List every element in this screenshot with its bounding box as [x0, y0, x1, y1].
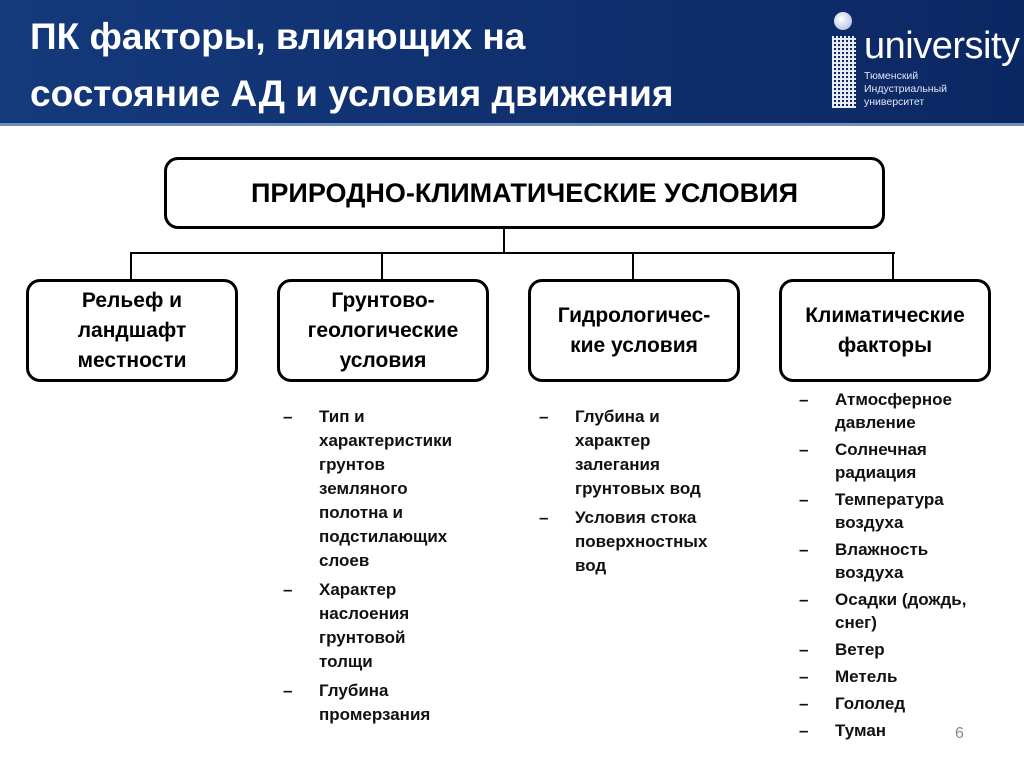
connector	[130, 252, 132, 280]
list-item-line: земляного	[319, 479, 408, 498]
slide-header	[0, 0, 1024, 126]
dash-bullet: –	[799, 640, 809, 659]
list-item-line: Глубина и	[575, 407, 660, 426]
list-item-line: Осадки (дождь,	[835, 590, 967, 609]
list-item-line: характеристики	[319, 431, 453, 450]
list-item-line: Ветер	[835, 640, 885, 659]
list-item-line: воздуха	[835, 563, 904, 582]
list-item	[799, 665, 966, 688]
dash-bullet: –	[283, 580, 293, 599]
list-item-line: Атмосферное	[835, 390, 952, 409]
dash-bullet: –	[799, 590, 809, 609]
dash-bullet: –	[799, 721, 809, 740]
branch-label-line: кие условия	[570, 333, 698, 357]
list-item-line: слоев	[319, 551, 370, 570]
list-item	[799, 692, 966, 715]
branch-label-line: местности	[77, 348, 187, 372]
list-item-line: Гололед	[835, 694, 906, 713]
branch-label-line: Гидрологичес-	[557, 303, 711, 327]
list-item-line: характер	[575, 431, 651, 450]
list-item-line: Условия стока	[575, 508, 697, 527]
list-item-line: грунтовых вод	[575, 479, 701, 498]
factor-list	[283, 405, 452, 732]
logo-sub-line: Индустриальный	[864, 83, 948, 95]
logo-subtitle	[864, 70, 947, 109]
list-item-line: радиация	[835, 463, 917, 482]
dash-bullet: –	[799, 440, 809, 459]
branch-box	[277, 279, 489, 382]
title-line-1: ПК факторы, влияющих на	[30, 16, 526, 57]
list-item	[799, 538, 966, 584]
list-item-line: залегания	[575, 455, 660, 474]
list-item	[283, 405, 452, 573]
list-item-line: Метель	[835, 667, 898, 686]
root-box: ПРИРОДНО-КЛИМАТИЧЕСКИЕ УСЛОВИЯ	[164, 157, 885, 229]
dash-bullet: –	[283, 681, 293, 700]
globe-icon	[834, 12, 852, 30]
list-item-line: поверхностных	[575, 532, 708, 551]
connector	[892, 252, 894, 280]
connector	[503, 228, 505, 254]
connector	[381, 252, 383, 280]
title-line-2: состояние АД и условия движения	[30, 73, 674, 114]
branch-box	[779, 279, 991, 382]
page-number: 6	[955, 725, 964, 742]
list-item-line: Тип и	[319, 407, 365, 426]
dash-bullet: –	[799, 490, 809, 509]
logo-dotted-bar	[832, 36, 856, 108]
dash-bullet: –	[799, 667, 809, 686]
list-item	[799, 719, 966, 742]
list-item	[539, 506, 707, 578]
dash-bullet: –	[283, 407, 293, 426]
branch-label-line: факторы	[837, 333, 933, 357]
logo-sub-line: университет	[864, 96, 925, 108]
factor-list	[799, 388, 966, 746]
list-item-line: вод	[575, 556, 607, 575]
list-item	[799, 488, 966, 534]
connector	[632, 252, 634, 280]
dash-bullet: –	[799, 540, 809, 559]
dash-bullet: –	[799, 694, 809, 713]
branch-label-line: геологические	[307, 318, 459, 342]
dash-bullet: –	[799, 390, 809, 409]
factor-list	[539, 405, 707, 583]
branch-label-line: Климатические	[805, 303, 965, 327]
list-item	[283, 578, 452, 674]
list-item-line: наслоения	[319, 604, 410, 623]
list-item-line: Туман	[835, 721, 887, 740]
list-item-line: Температура	[835, 490, 944, 509]
list-item	[283, 679, 452, 727]
list-item	[799, 588, 966, 634]
list-item-line: толщи	[319, 652, 373, 671]
list-item-line: промерзания	[319, 705, 431, 724]
branch-label-line: Грунтово-	[331, 288, 435, 312]
list-item-line: Солнечная	[835, 440, 927, 459]
logo-word: university	[864, 25, 1020, 67]
branch-box	[528, 279, 740, 382]
list-item	[799, 438, 966, 484]
branch-box	[26, 279, 238, 382]
branch-label-line: Рельеф и	[81, 288, 183, 312]
list-item-line: подстилающих	[319, 527, 448, 546]
branch-label-line: условия	[339, 348, 427, 372]
list-item	[799, 638, 966, 661]
list-item-line: Глубина	[319, 681, 389, 700]
list-item-line: Характер	[319, 580, 397, 599]
dash-bullet: –	[539, 407, 549, 426]
list-item-line: воздуха	[835, 513, 904, 532]
university-logo	[830, 12, 1020, 112]
list-item-line: полотна и	[319, 503, 403, 522]
branch-label-line: ландшафт	[77, 318, 187, 342]
list-item-line: Влажность	[835, 540, 929, 559]
connector	[130, 252, 895, 254]
list-item-line: грунтовой	[319, 628, 406, 647]
dash-bullet: –	[539, 508, 549, 527]
list-item	[539, 405, 707, 501]
logo-sub-line: Тюменский	[864, 70, 919, 82]
list-item-line: давление	[835, 413, 916, 432]
list-item-line: грунтов	[319, 455, 385, 474]
list-item	[799, 388, 966, 434]
list-item-line: снег)	[835, 613, 877, 632]
slide-title	[30, 8, 674, 122]
